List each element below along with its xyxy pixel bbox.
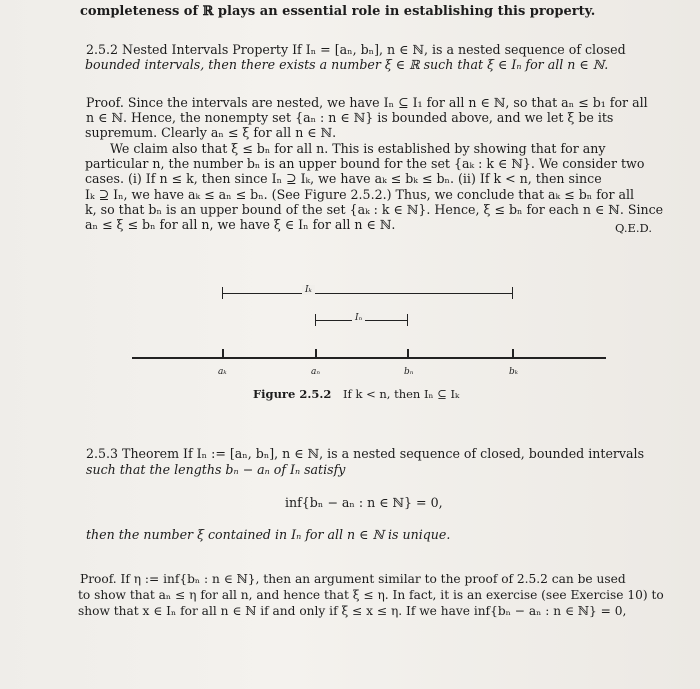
ik-label: Iₖ — [302, 285, 315, 295]
in-right-bar — [407, 314, 408, 326]
text-line-16: Proof. If η := inf{bₙ : n ∈ ℕ}, then an argument similar to the proof of 2.5.2 can be used — [80, 572, 626, 586]
figure-caption-text: If k < n, then Iₙ ⊆ Iₖ — [343, 387, 460, 401]
text-line-6: We claim also that ξ ≤ bₙ for all n. This is established by showing that for any — [110, 141, 606, 156]
text-line-12: 2.5.3 Theorem If Iₙ := [aₙ, bₙ], n ∈ ℕ, is a nested sequence of closed, bounded intervals — [86, 446, 645, 461]
ik-interval-line — [223, 293, 513, 294]
text-line-5: supremum. Clearly aₙ ≤ ξ for all n ∈ ℕ. — [85, 125, 337, 140]
axis-label-an: aₙ — [311, 367, 321, 377]
text-line-8: cases. (i) If n ≤ k, then since Iₙ ⊇ Iₖ, we have aₖ ≤ bₖ ≤ bₙ. (ii) If k < n, then since — [85, 171, 602, 186]
text-line-9: Iₖ ⊇ Iₙ, we have aₖ ≤ aₙ ≤ bₙ. (See Figure 2.5.2.) Thus, we conclude that aₖ ≤ bₙ for all — [85, 187, 635, 202]
text-line-0: completeness of ℝ plays an essential role in establishing this property. — [80, 4, 596, 19]
text-line-2: bounded intervals, then there exists a number ξ ∈ ℝ such that ξ ∈ Iₙ for all n ∈ ℕ. — [85, 57, 609, 72]
in-label: Iₙ — [352, 313, 365, 323]
text-line-14: inf{bₙ − aₙ : n ∈ ℕ} = 0, — [285, 495, 443, 510]
number-line — [132, 357, 606, 359]
text-line-7: particular n, the number bₙ is an upper bound for the set {aₖ : k ∈ ℕ}. We consider two — [85, 156, 645, 171]
figure-caption-title: Figure 2.5.2 — [253, 387, 332, 401]
text-line-17: to show that aₙ ≤ η for all n, and hence that ξ ≤ η. In fact, it is an exercise (see Exercise 10) to — [78, 588, 664, 602]
text-line-1: 2.5.2 Nested Intervals Property If Iₙ = [aₙ, bₙ], n ∈ ℕ, is a nested sequence of closed — [86, 42, 626, 57]
tick-bk — [512, 349, 514, 358]
in-left-bar — [315, 314, 316, 326]
text-line-10: k, so that bₙ is an upper bound of the set {aₖ : k ∈ ℕ}. Hence, ξ ≤ bₙ for each n ∈ ℕ. Since — [85, 202, 664, 217]
tick-an — [315, 349, 317, 358]
ik-right-bar — [512, 287, 513, 299]
tick-ak — [222, 349, 224, 358]
qed-marker: Q.E.D. — [615, 221, 653, 235]
axis-label-ak: aₖ — [218, 367, 227, 377]
text-line-13: such that the lengths bₙ − aₙ of Iₙ satisfy — [86, 462, 346, 477]
tick-bn — [407, 349, 409, 358]
text-line-11: aₙ ≤ ξ ≤ bₙ for all n, we have ξ ∈ Iₙ for all n ∈ ℕ. — [85, 217, 396, 232]
text-line-18: show that x ∈ Iₙ for all n ∈ ℕ if and only if ξ ≤ x ≤ η. If we have inf{bₙ − aₙ : n ∈ ℕ} = 0, — [78, 604, 627, 618]
text-line-3: Proof. Since the intervals are nested, we have Iₙ ⊆ I₁ for all n ∈ ℕ, so that aₙ ≤ b₁ for all — [86, 95, 648, 110]
text-line-15: then the number ξ contained in Iₙ for all n ∈ ℕ is unique. — [86, 527, 451, 542]
ik-left-bar — [222, 287, 223, 299]
text-line-4: n ∈ ℕ. Hence, the nonempty set {aₙ : n ∈ ℕ} is bounded above, and we let ξ be its — [86, 110, 614, 125]
axis-label-bn: bₙ — [404, 367, 414, 377]
axis-label-bk: bₖ — [509, 367, 519, 377]
